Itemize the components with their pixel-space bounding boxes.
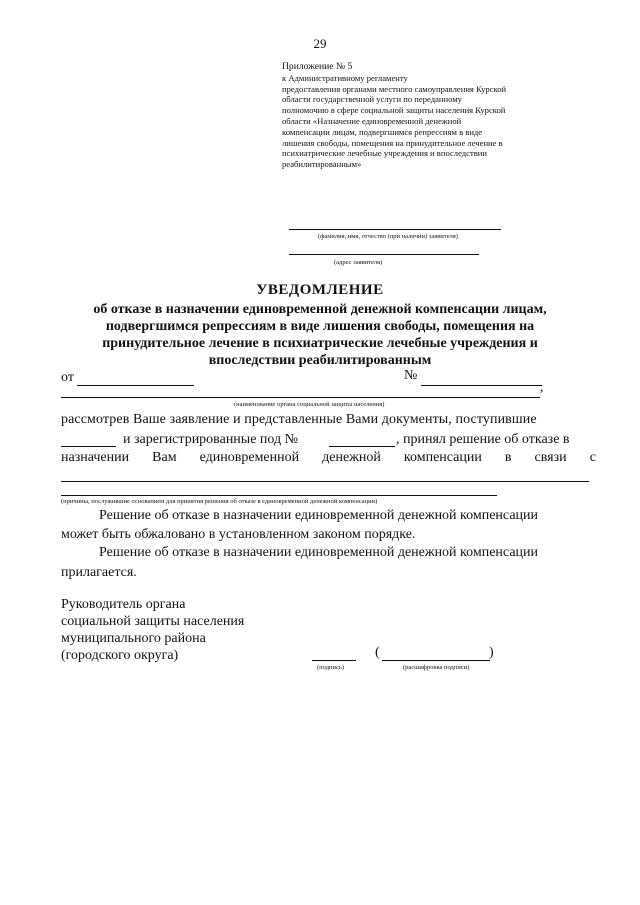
notice-subtitle-line: впоследствии реабилитированным: [208, 353, 432, 368]
appendix-line: предоставления органами местного самоуправления Курской: [282, 83, 507, 94]
authority-line: [61, 397, 540, 398]
paragraph-2-line-1: Решение об отказе в назначении единовременной денежной компенсации: [99, 545, 539, 560]
paragraph-2-line-2: прилагается.: [61, 565, 137, 580]
notice-subtitle-line: подвергшимся репрессиям в виде лишения свободы, помещения на: [105, 319, 535, 334]
registration-number-line: [329, 446, 395, 447]
appendix-line: области «Назначение единовременной денежной: [282, 115, 462, 126]
signatory-line: Руководитель органа: [61, 597, 186, 612]
appendix-block: [282, 62, 587, 170]
body-line-2b: , принял решение об отказе в: [396, 432, 570, 447]
notice-subtitle: [0, 301, 640, 369]
incoming-date-line: [61, 446, 116, 447]
paragraph-1-line-1: Решение об отказе в назначении единовременной денежной компенсации: [99, 508, 539, 523]
word: в: [504, 450, 512, 465]
from-label: от: [61, 370, 74, 385]
appendix-line: лишения свободы, помещения на принудительное лечение в: [282, 137, 503, 148]
appendix-line: области государственной услуги по переданному: [282, 94, 462, 105]
reason-line-2: [61, 495, 497, 496]
reason-line-1: [61, 481, 589, 482]
page-number: 29: [313, 36, 327, 51]
signature-line: [312, 660, 356, 661]
applicant-address-caption: (адрес заявителя): [334, 259, 383, 266]
appendix-line: компенсации лицам, подвергшимся репрессиям в виде: [282, 126, 483, 137]
signature-decode-line: [382, 660, 490, 661]
from-date-line: [77, 385, 194, 386]
signatory-line: социальной защиты населения: [61, 614, 245, 629]
appendix-line: психиатрические лечебные учреждения и впоследствии: [282, 148, 487, 159]
signatory-line: (городского округа): [61, 648, 179, 663]
notice-subtitle-line: принудительное лечение в психиатрические лечебные учреждения и: [102, 336, 538, 351]
appendix-line: реабилитированным»: [282, 159, 362, 170]
number-sign: №: [404, 368, 418, 383]
signatory-line: муниципального района: [61, 631, 206, 646]
applicant-fio-line: [289, 229, 501, 230]
authority-caption: (наименование органа социальной защиты населения): [234, 401, 385, 408]
applicant-fio-caption: (фамилия, имя, отчество (при наличии) заявителя): [318, 233, 458, 240]
open-paren: (: [375, 645, 380, 660]
word: с: [589, 450, 596, 465]
notice-subtitle-line: об отказе в назначении единовременной денежной компенсации лицам,: [93, 302, 547, 317]
word: денежной: [322, 450, 381, 465]
reasons-caption: (причины, послужившие основанием для принятия решения об отказе в единовременной денежной компенсации): [61, 498, 378, 505]
applicant-address-line: [289, 254, 479, 255]
appendix-line: к Административному регламенту: [282, 72, 408, 83]
word: Вам: [152, 450, 177, 465]
word: компенсации: [403, 450, 482, 465]
word: единовременной: [199, 450, 300, 465]
number-line: [421, 385, 542, 386]
word: связи: [534, 450, 567, 465]
body-line-2a: и зарегистрированные под №: [123, 432, 298, 447]
close-paren: ): [489, 645, 494, 660]
body-line-1: рассмотрев Ваше заявление и представленные Вами документы, поступившие: [61, 412, 537, 427]
appendix-line: полномочию в сфере социальной защиты населения Курской: [282, 105, 506, 116]
authority-comma: ,: [540, 380, 544, 395]
signature-decode-caption: (расшифровка подписи): [403, 664, 470, 671]
paragraph-1-line-2: может быть обжаловано в установленном законом порядке.: [61, 527, 416, 542]
body-line-3: [61, 450, 596, 466]
word: назначении: [61, 450, 130, 465]
appendix-title: Приложение № 5: [282, 61, 353, 72]
signature-caption: (подпись): [317, 664, 344, 671]
notice-heading: УВЕДОМЛЕНИЕ: [256, 282, 384, 298]
signatory-block: [61, 596, 244, 664]
